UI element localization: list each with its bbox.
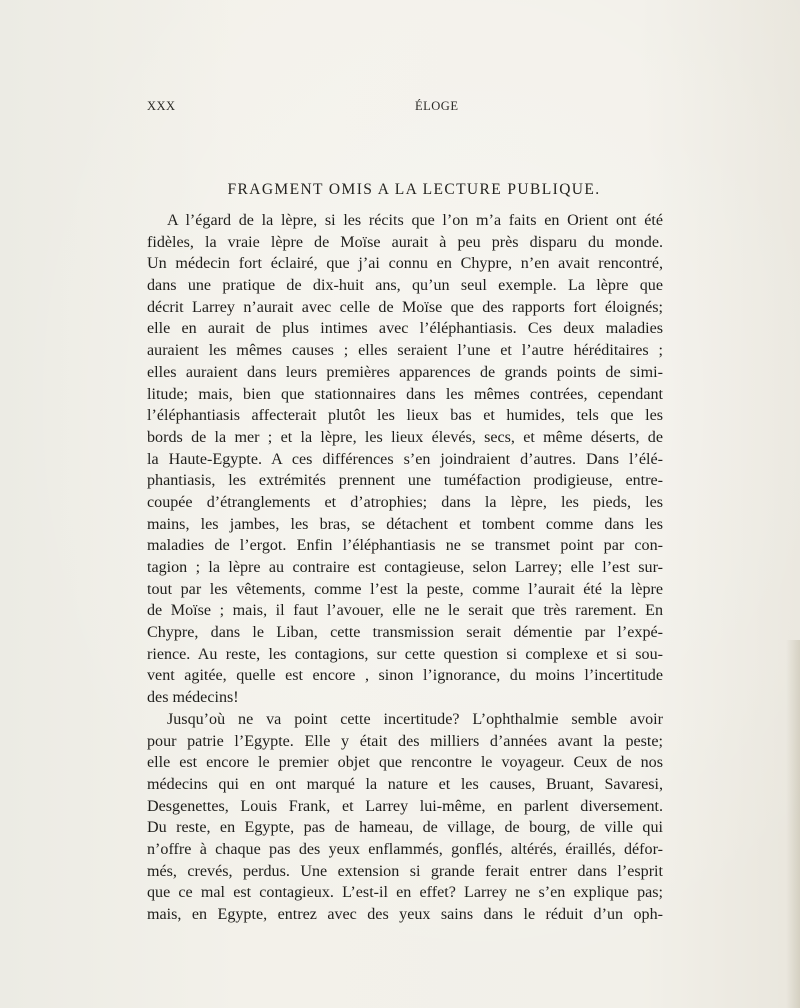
running-title: ÉLOGE [415, 99, 459, 113]
section-heading: FRAGMENT OMIS A LA LECTURE PUBLIQUE. [227, 181, 601, 198]
page-edge-shadow [786, 640, 800, 1008]
text-line: Chypre, dans le Liban, cette transmission serait démentie par l’expé- [147, 624, 663, 642]
text-line: de Moïse ; mais, il faut l’avouer, elle ne le serait que très rarement. En [147, 602, 663, 620]
text-line: tagion ; la lèpre au contraire est contagieuse, selon Larrey; elle l’est sur- [147, 559, 663, 576]
text-line: més, crevés, perdus. Une extension si grande ferait entrer dans l’esprit [147, 862, 663, 880]
body-text [147, 210, 663, 926]
text-line: A l’égard de la lèpre, si les récits que l’on m’a faits en Orient ont été [167, 212, 663, 229]
text-line: décrit Larrey n’aurait avec celle de Moïse que des rapports fort éloignés; [147, 298, 663, 316]
text-line: mais, en Egypte, entrez avec des yeux sains dans le réduit d’un oph- [147, 906, 663, 923]
text-line: elle en aurait de plus intimes avec l’éléphantiasis. Ces deux maladies [147, 320, 663, 338]
running-head [0, 99, 800, 115]
text-line: que ce mal est contagieux. L’est-il en effet? Larrey ne s’en explique pas; [147, 884, 663, 902]
text-line: des médecins! [147, 689, 239, 707]
text-line: fidèles, la vraie lèpre de Moïse aurait à peu près disparu du monde. [147, 233, 663, 251]
text-line: maladies de l’ergot. Enfin l’éléphantiasis ne se transmet point par con- [147, 537, 663, 555]
text-line: l’éléphantiasis affecterait plutôt les lieux bas et humides, tels que les [147, 407, 663, 425]
text-line: pour patrie l’Egypte. Elle y était des milliers d’années avant la peste; [147, 732, 663, 750]
text-line: la Haute-Egypte. A ces différences s’en joindraient d’autres. Dans l’élé- [147, 450, 663, 468]
text-line: médecins qui en ont marqué la nature et les causes, Bruant, Savaresi, [147, 775, 663, 793]
text-line: dans une pratique de dix-huit ans, qu’un seul exemple. La lèpre que [147, 277, 663, 295]
text-line: bords de la mer ; et la lèpre, les lieux élevés, secs, et même déserts, de [147, 428, 663, 446]
text-line: elle est encore le premier objet que rencontre le voyageur. Ceux de nos [147, 754, 663, 772]
text-line: n’offre à chaque pas des yeux enflammés, gonflés, altérés, éraillés, défor- [147, 840, 663, 858]
text-line: auraient les mêmes causes ; elles seraient l’une et l’autre héréditaires ; [147, 342, 663, 360]
text-line: Du reste, en Egypte, pas de hameau, de village, de bourg, de ville qui [147, 819, 663, 837]
text-line: vent agitée, quelle est encore , sinon l’ignorance, du moins l’incertitude [147, 667, 663, 685]
text-line: elles auraient dans leurs premières apparences de grands points de simi- [147, 363, 663, 381]
text-line: coupée d’étranglements et d’atrophies; dans la lèpre, les pieds, les [147, 493, 663, 511]
text-line: Jusqu’où ne va point cette incertitude? L’ophthalmie semble avoir [167, 710, 663, 728]
page-number: XXX [147, 99, 176, 113]
text-line: Un médecin fort éclairé, que j’ai connu en Chypre, n’en avait rencontré, [147, 255, 663, 273]
paragraph-1 [147, 210, 663, 709]
text-line: tout par les vêtements, comme l’est la peste, comme l’aurait été la lèpre [147, 580, 663, 598]
paragraph-2 [147, 709, 663, 926]
text-line: litude; mais, bien que stationnaires dans les mêmes contrées, cependant [147, 385, 663, 403]
text-line: Desgenettes, Louis Frank, et Larrey lui-même, en parlent diversement. [147, 797, 663, 815]
text-line: rience. Au reste, les contagions, sur cette question si complexe et si sou- [147, 645, 663, 663]
text-line: mains, les jambes, les bras, se détachent et tombent comme dans les [147, 515, 663, 533]
text-line: phantiasis, les extrémités prennent une tuméfaction prodigieuse, entre- [147, 472, 663, 490]
